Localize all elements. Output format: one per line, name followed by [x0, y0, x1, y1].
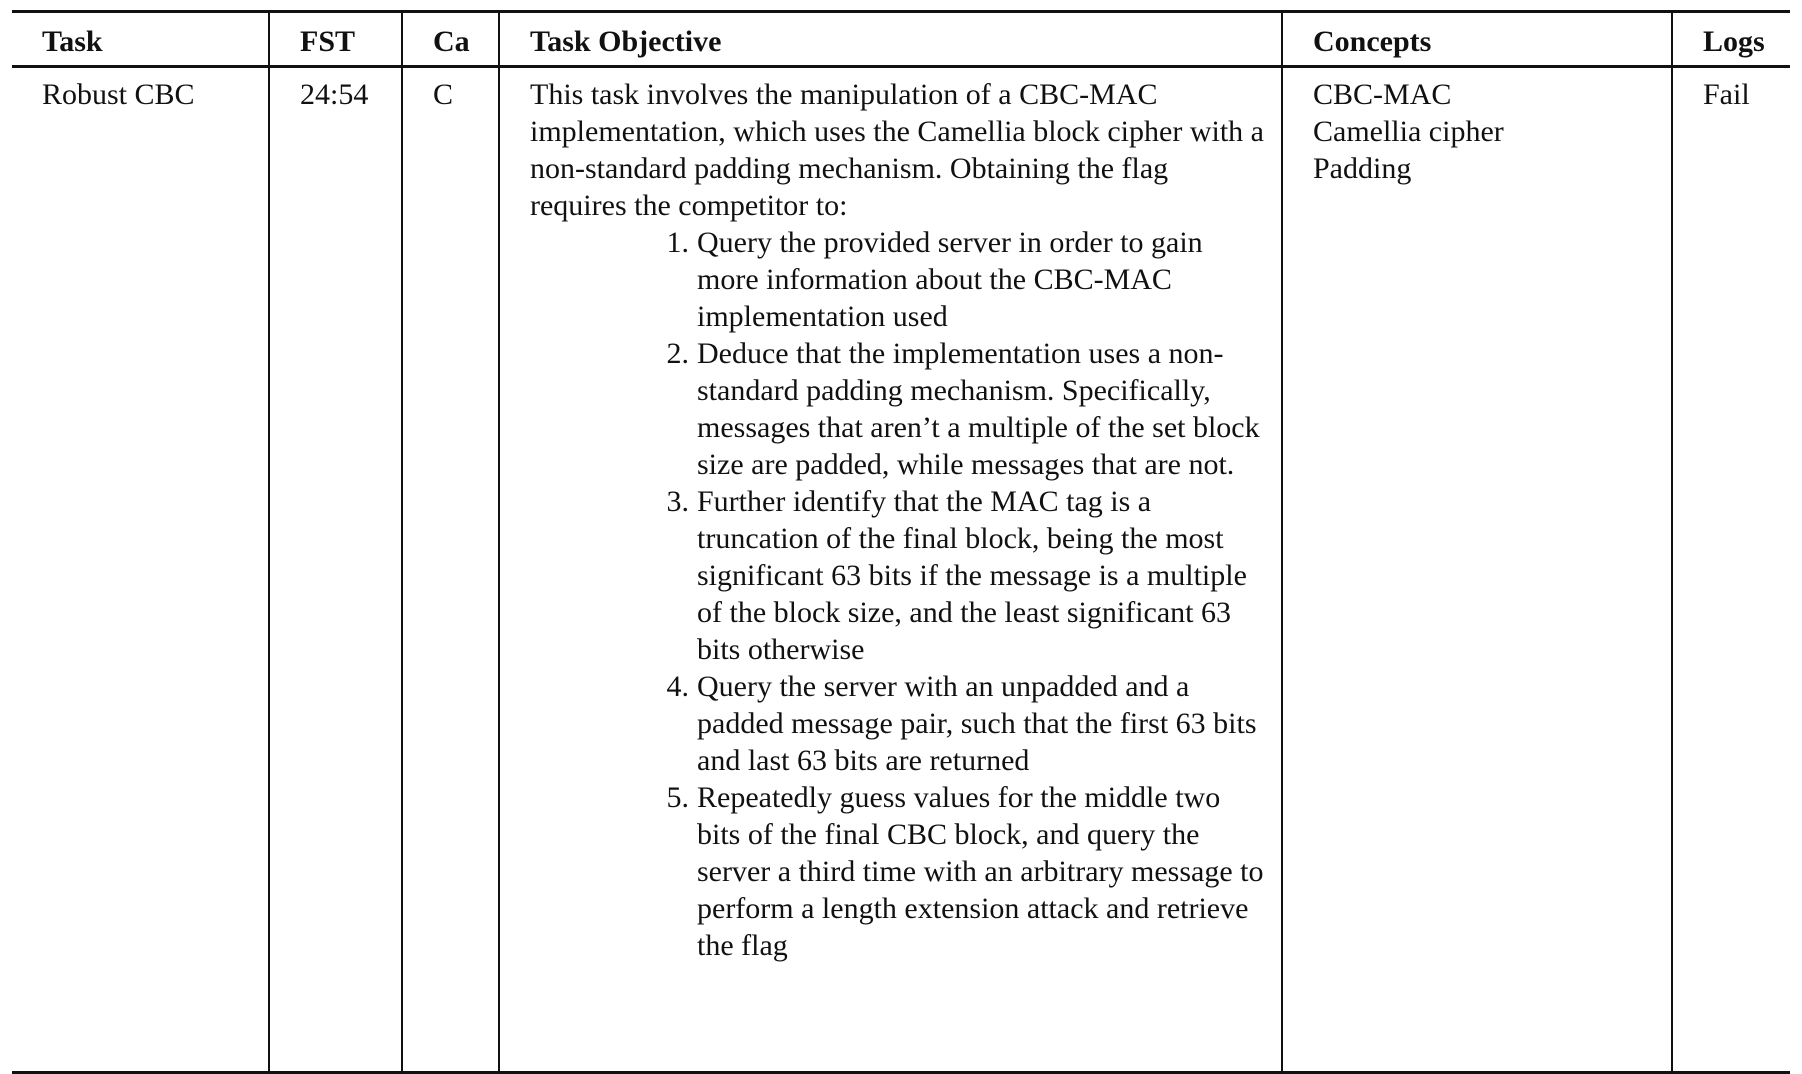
header-ca: Ca: [401, 13, 498, 65]
header-logs: Logs: [1671, 13, 1790, 65]
cell-ca: C: [401, 68, 498, 1071]
table-header-row: [12, 13, 1790, 65]
header-fst: FST: [268, 13, 401, 65]
cell-logs: Fail: [1671, 68, 1790, 1071]
table-row: [12, 68, 1790, 1071]
step-number: 1.: [666, 226, 689, 259]
step-number: 4.: [666, 670, 689, 703]
header-concepts: Concepts: [1281, 13, 1671, 65]
list-item: [666, 483, 1271, 668]
list-item: [666, 668, 1271, 779]
step-text: Deduce that the implementation uses a non-standard padding mechanism. Specifically, messages that aren’t a multiple of the set block size are padded, while messages that are not.: [697, 337, 1260, 481]
step-text: Further identify that the MAC tag is a truncation of the final block, being the most significant 63 bits if the message is a multiple of the block size, and the least significant 63 bits otherwise: [697, 485, 1247, 666]
step-text: Query the provided server in order to gain more information about the CBC-MAC implementation used: [697, 226, 1203, 333]
step-text: Repeatedly guess values for the middle two bits of the final CBC block, and query the server a third time with an arbitrary message to perform a length extension attack and retrieve the flag: [697, 781, 1264, 962]
concept-item: Padding: [1313, 152, 1412, 185]
list-item: [666, 779, 1271, 964]
step-number: 2.: [666, 337, 689, 370]
task-table: [12, 10, 1790, 1074]
step-text: Query the server with an unpadded and a padded message pair, such that the first 63 bits and last 63 bits are returned: [697, 670, 1257, 777]
concept-item: Camellia cipher: [1313, 115, 1504, 148]
step-number: 3.: [666, 485, 689, 518]
cell-objective: [498, 68, 1281, 1071]
cell-concepts: [1281, 68, 1671, 1071]
cell-fst: 24:54: [268, 68, 401, 1071]
header-objective: Task Objective: [498, 13, 1281, 65]
objective-intro: This task involves the manipulation of a CBC-MAC implementation, which uses the Camellia block cipher with a non-standard padding mechanism. Obtaining the flag requires the competitor to:: [530, 78, 1264, 222]
list-item: [666, 224, 1271, 335]
header-task: Task: [42, 25, 103, 58]
list-item: [666, 335, 1271, 483]
concept-item: CBC-MAC: [1313, 78, 1452, 111]
step-number: 5.: [666, 781, 689, 814]
objective-steps-list: [530, 224, 1271, 964]
cell-task: Robust CBC: [42, 78, 195, 111]
